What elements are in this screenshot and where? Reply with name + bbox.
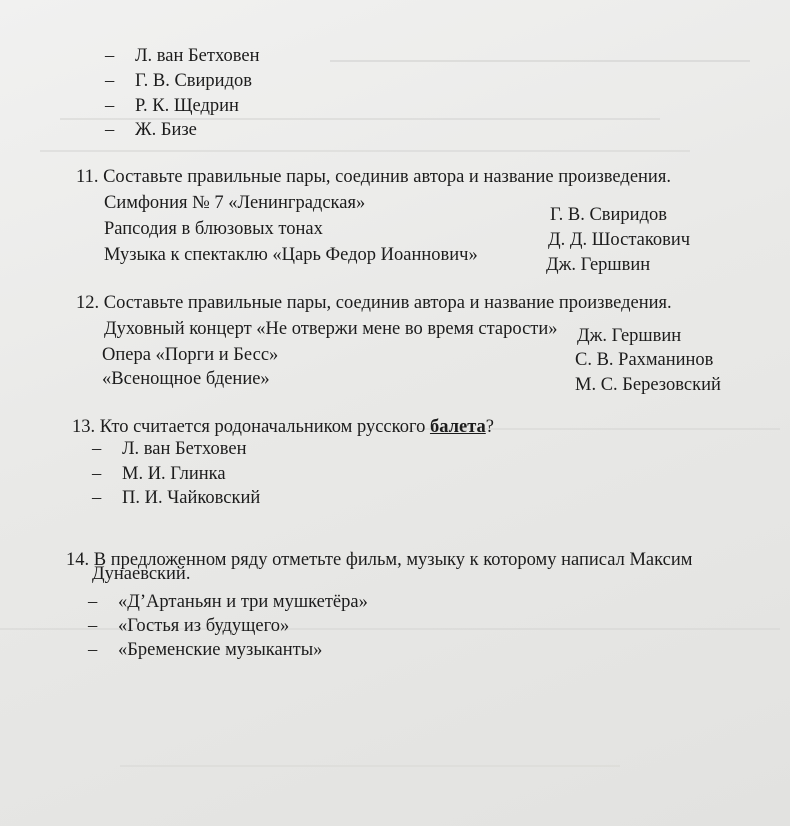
q10-option-2 [105,70,252,92]
q12-author-3: М. С. Березовский [575,375,721,395]
q12-work-2: Опера «Порги и Бесс» [102,345,279,365]
option-text: «Бременские музыканты» [118,640,323,660]
dash-marker: – [105,120,115,140]
question-number: 14. [66,550,90,570]
q12-author-1: Дж. Гершвин [577,326,682,346]
question-text: В предложенном ряду отметьте фильм, музыку к которому написал Максим [93,550,693,570]
q14-question-line2: Дунаевский. [92,564,191,584]
q11-author-3: Дж. Гершвин [546,255,651,275]
q11-work-3: Музыка к спектаклю «Царь Федор Иоаннович» [104,245,478,265]
q11-question [76,166,671,188]
question-mark: ? [485,417,494,437]
dash-marker: – [105,46,115,66]
q11-work-1: Симфония № 7 «Ленинградская» [104,193,366,213]
dash-marker: – [88,640,98,660]
q13-question [72,416,494,438]
q12-question [76,292,672,314]
keyword-underlined: балета [429,417,486,437]
dash-marker: – [88,616,98,636]
q13-option-1 [92,438,246,460]
option-text: Р. К. Щедрин [135,96,239,116]
dash-marker: – [88,592,98,612]
q13-option-2 [92,463,226,485]
q14-option-1 [88,591,368,613]
question-number: 13. [72,417,96,437]
q10-option-1 [105,45,259,67]
dash-marker: – [92,488,102,508]
option-text: «Гостья из будущего» [118,616,290,636]
option-text: Ж. Бизе [135,120,197,140]
question-text: Составьте правильные пары, соединив автора и название произведения. [103,167,671,187]
q14-option-3 [88,639,322,661]
option-text: Г. В. Свиридов [135,71,252,91]
option-text: П. И. Чайковский [122,488,261,508]
option-text: Л. ван Бетховен [135,46,260,66]
dash-marker: – [92,464,102,484]
q10-option-4 [105,119,197,141]
q12-work-1: Духовный концерт «Не отвержи мене во время старости» [104,319,558,339]
dash-marker: – [92,439,102,459]
option-text: М. И. Глинка [122,464,226,484]
q12-work-3: «Всенощное бдение» [102,369,270,389]
q12-author-2: С. В. Рахманинов [575,350,714,370]
question-number: 11. [76,167,99,187]
q11-work-2: Рапсодия в блюзовых тонах [104,219,323,239]
dash-marker: – [105,71,115,91]
q13-option-3 [92,487,260,509]
dash-marker: – [105,96,115,116]
question-text: Кто считается родоначальником русского [99,417,426,437]
bleed-through-texture [120,765,620,767]
option-text: Л. ван Бетховен [122,439,247,459]
question-text: Составьте правильные пары, соединив автора и название произведения. [103,293,672,313]
bleed-through-texture [40,150,690,152]
bleed-through-texture [330,60,750,62]
q14-option-2 [88,615,289,637]
q11-author-1: Г. В. Свиридов [550,205,667,225]
question-number: 12. [76,293,100,313]
option-text: «Д’Артаньян и три мушкетёра» [118,592,368,612]
q11-author-2: Д. Д. Шостакович [548,230,691,250]
q10-option-3 [105,95,239,117]
